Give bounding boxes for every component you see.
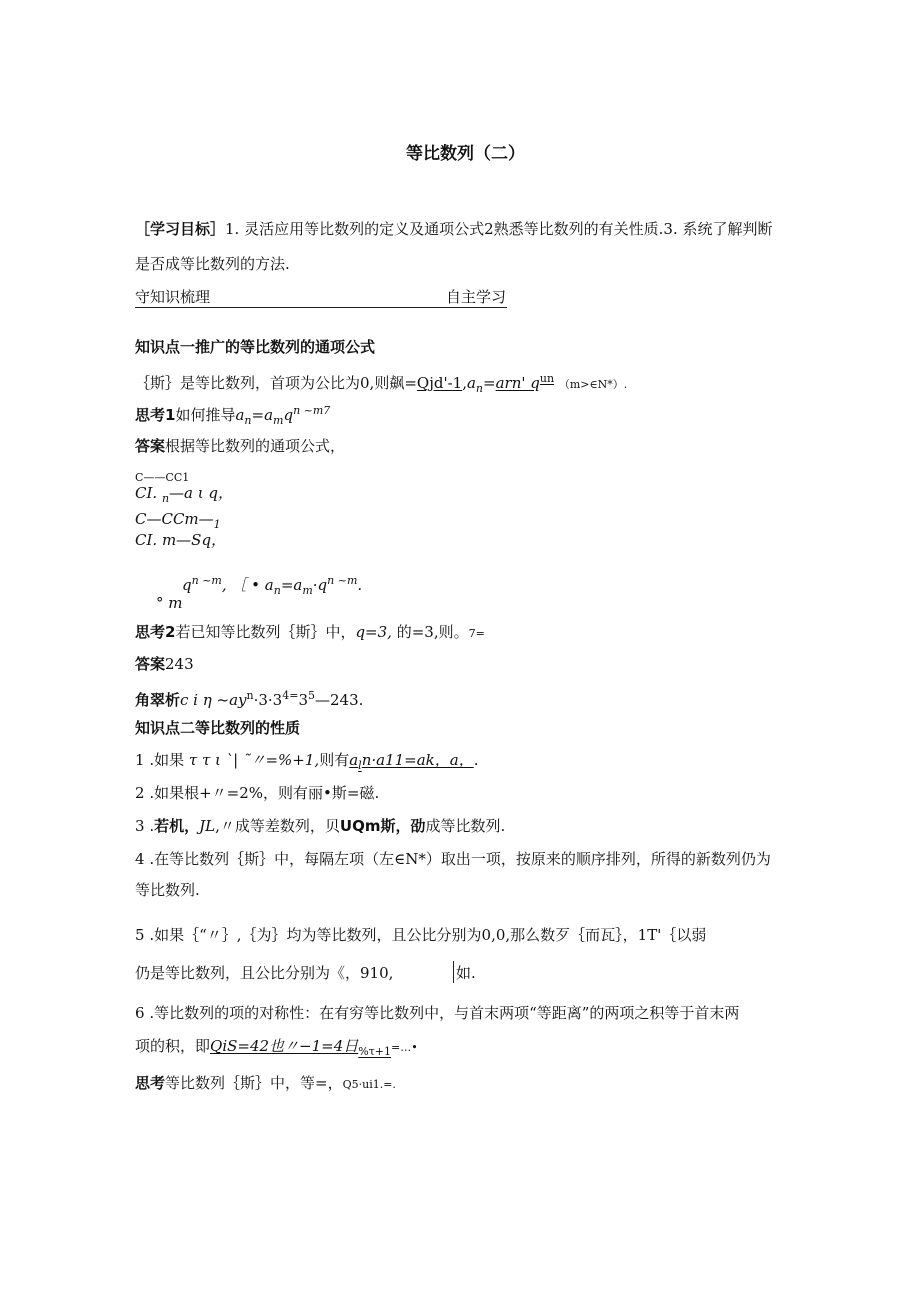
kp2-property-3 [135, 816, 505, 836]
think1-eq-a: =a [251, 406, 274, 424]
answer2-value: 243 [165, 655, 194, 673]
kp2-p3-b: 若机， [154, 817, 200, 835]
think1-text: 如何推导 [175, 406, 236, 424]
analysis-line [135, 686, 363, 710]
answer1-formula-2 [135, 483, 233, 509]
kp1-eq: = [483, 374, 496, 392]
think3-label: 思考 [135, 1074, 166, 1092]
answer1-f5-sub-n: n [273, 584, 281, 597]
answer1-f5-sub-m: m [302, 584, 313, 597]
think1-sub-m: m [273, 414, 284, 427]
kp2-p3-d: ,〃成等差数列，贝 [215, 817, 340, 835]
kp2-p1-g: . [473, 751, 479, 769]
kp2-p6-text-1: .等比数列的项的对称性：在有穷等比数列中，与首末两项“等距离”的两项之积等于首末两 [149, 1004, 740, 1022]
think3-text: 等比数列｛斯｝中，等=， [165, 1074, 343, 1092]
kp2-property-5-line-2b: 如. [456, 964, 476, 982]
kp2-property-5-line-2a: 仍是等比数列，且公比分别为《，910, [135, 964, 394, 982]
kp2-p1-a: .如果 [149, 751, 189, 769]
think2-line [135, 622, 485, 644]
section-bar-right: 自主学习 [446, 288, 507, 306]
answer1-f3-sub: 1 [213, 518, 221, 531]
kp2-p6-num: 6 [135, 1004, 145, 1022]
answer1-f5-sup2: n ~m [327, 574, 358, 587]
kp2-p1-f: n·a11=ak，a， [361, 751, 474, 769]
answer1-f5-eq: =a [280, 576, 303, 594]
analysis-text-g: —243. [314, 691, 364, 709]
page-title: 等比数列（二） [406, 144, 525, 164]
kp1-statement-text: ｛斯｝是等比数列，首项为公比为0,则飙= [135, 374, 417, 392]
kp1-sub-n: n [475, 382, 484, 395]
answer1-f2-a: CI. [135, 484, 162, 502]
answer1-formula-4: CI. m—Sq， [135, 531, 227, 549]
kp2-p1-d: a [349, 751, 359, 769]
answer1-text: 根据等比数列的通项公式， [165, 437, 346, 455]
kp2-p1-num: 1 [135, 751, 145, 769]
kp2-heading: 知识点二等比数列的性质 [135, 719, 301, 737]
kp2-p4-num: 4 [135, 850, 145, 868]
answer1-f5-sup1: n ~m [191, 574, 222, 587]
kp2-p3-f: 劭 [410, 817, 426, 835]
think2-label: 思考2 [135, 623, 176, 641]
analysis-text-a: c i η ~ay [180, 691, 247, 709]
answer1-f3-a: C—CCm— [135, 510, 214, 528]
answer2-label: 答案 [135, 655, 166, 673]
think1-sup: n ~m7 [293, 404, 331, 417]
answer1-formula-6: ° m [156, 594, 183, 612]
answer1-formula-1: C——CC1 [135, 471, 190, 484]
kp1-heading: 知识点一推广的等比数列的通项公式 [135, 338, 376, 356]
answer1-f2-sub: n [161, 492, 170, 505]
learning-goals-label: ［学习目标］ [135, 220, 226, 238]
kp2-p3-c: JL [199, 817, 216, 835]
answer2-line [135, 654, 194, 674]
answer1-f5-q: q [182, 576, 192, 594]
answer1-f5-sep: , ［ • [221, 576, 265, 594]
kp2-p6-line2-c: %τ+1 [358, 1045, 392, 1058]
kp1-comma: , [462, 374, 467, 392]
kp1-formula-1: Qjd'-1 [416, 374, 463, 392]
think2-text-a: 若已知等比数列｛斯｝中， [175, 623, 356, 641]
kp2-p6-line2-a: 项的积，即 [135, 1037, 211, 1055]
analysis-text-c: ·3·3 [253, 691, 283, 709]
kp2-property-4-line-2: 等比数列. [135, 881, 200, 899]
analysis-sup-4: 4= [282, 689, 299, 702]
answer1-f5-q2: ·q [312, 576, 328, 594]
analysis-text-e: 3 [298, 691, 308, 709]
kp2-p5-num: 5 [135, 926, 145, 944]
learning-goals-line-2: 是否成等比数列的方法. [135, 255, 290, 273]
answer1-line [135, 436, 345, 456]
think1-label: 思考1 [135, 406, 176, 424]
kp2-property-6-line-2 [135, 1036, 418, 1062]
section-bar-underline [135, 307, 507, 308]
kp2-p1-sub: l [358, 759, 362, 772]
kp2-p4-text-1: .在等比数列｛斯｝中，每隔左项（左∈N*）取出一项，按原来的顺序排列，所得的新数列仍为 [149, 850, 771, 868]
kp1-formula-2: arn' q [495, 374, 540, 392]
think2-text-b: q=3, [355, 623, 392, 641]
think1-q: q [283, 406, 294, 424]
analysis-sup-5: 5 [307, 689, 315, 702]
think1-line [135, 401, 330, 431]
kp2-property-4-line-1 [135, 849, 771, 869]
answer1-f5-dot: . [357, 576, 363, 594]
learning-goals-text-1: 1. 灵活应用等比数列的定义及通项公式2熟悉等比数列的有关性质.3. 系统了解判断 [225, 220, 773, 238]
kp2-property-2 [135, 783, 379, 803]
think1-a: a [235, 406, 245, 424]
kp2-p3-a: . [149, 817, 155, 835]
kp1-condition: （m>∈N*）. [558, 378, 628, 391]
kp1-a: a [466, 374, 476, 392]
kp1-statement [135, 369, 627, 399]
kp1-sup: un [539, 372, 555, 385]
kp2-p5-vertical-bar [453, 961, 454, 983]
think3-line [135, 1073, 396, 1095]
kp2-p3-e: UQm斯， [339, 817, 411, 835]
answer1-formula-5 [182, 571, 362, 601]
think2-text-d: 7= [468, 627, 485, 640]
kp2-p1-b: τ τ ι ˋ| ˜〃=%+1, [188, 751, 320, 769]
answer1-f2-b: —a ι q， [169, 484, 234, 502]
kp2-p1-c: 则有 [319, 751, 350, 769]
analysis-sup-n: n [246, 689, 254, 702]
kp2-property-5-line-1 [135, 925, 706, 945]
kp2-property-1 [135, 750, 478, 776]
kp2-property-6-line-1 [135, 1003, 739, 1023]
kp2-p6-line2-b: QiS=42也〃−1=4日 [210, 1037, 359, 1055]
analysis-label: 角翠析 [135, 691, 181, 709]
kp2-p5-text-1: .如果｛“〃｝,｛为｝均为等比数列，且公比分别为0,0,那么数歹｛而瓦｝，1T'｛以弱 [149, 926, 707, 944]
section-bar-left: 守知识梳理 [135, 288, 211, 306]
kp2-p2-text: .如果根+〃=2%，则有丽•斯=磁. [149, 784, 380, 802]
think1-sub-n: n [244, 414, 252, 427]
answer1-label: 答案 [135, 437, 166, 455]
kp2-p3-num: 3 [135, 817, 145, 835]
think3-tail: Q5·ui1.=. [342, 1078, 396, 1091]
learning-goals-line-1 [135, 219, 773, 239]
kp2-p3-g: 成等比数列. [425, 817, 506, 835]
kp2-p6-line2-d: =…• [391, 1041, 418, 1054]
answer1-f5-a: a [264, 576, 274, 594]
kp2-p2-num: 2 [135, 784, 145, 802]
think2-text-c: 的=3,则。 [391, 623, 469, 641]
